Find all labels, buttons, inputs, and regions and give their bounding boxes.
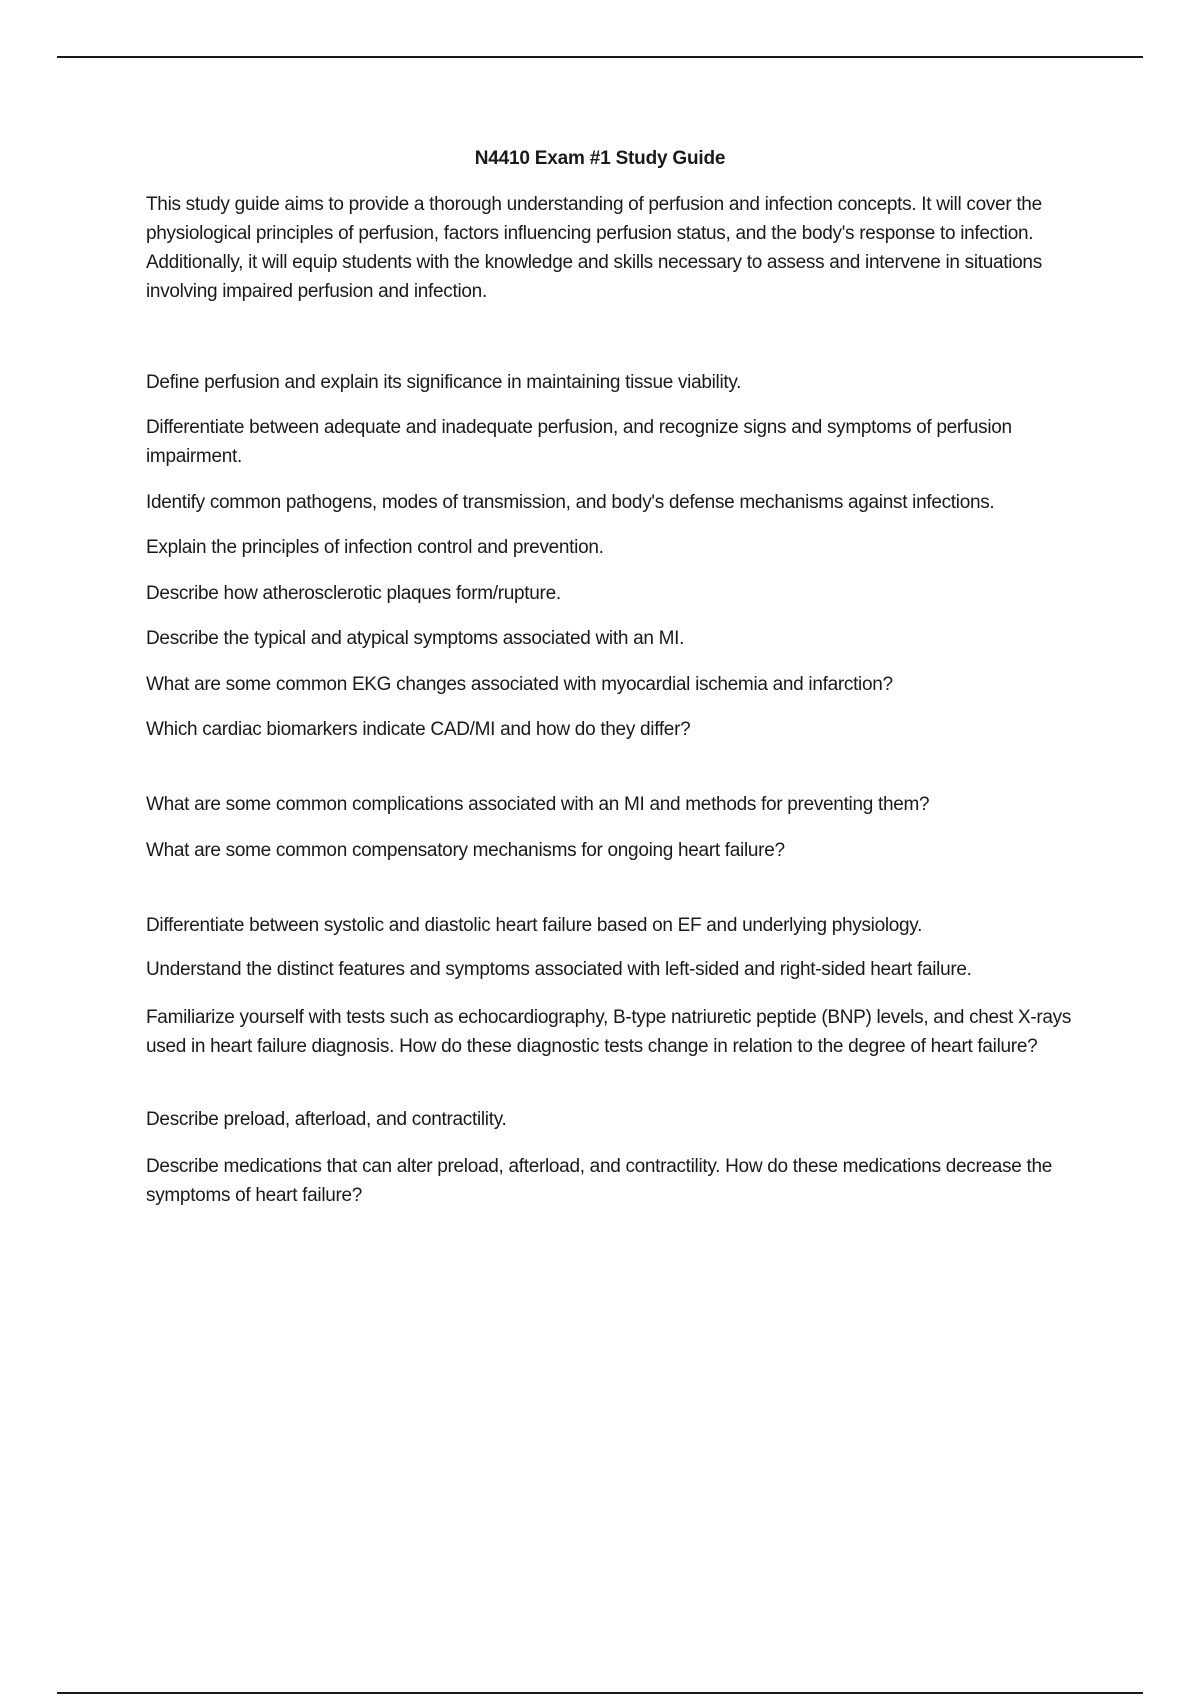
study-item: What are some common EKG changes associated with myocardial ischemia and infarction? [146, 674, 893, 695]
study-item: Differentiate between adequate and inadequate perfusion, and recognize signs and symptoms of perfusion impairment. [146, 417, 1012, 467]
study-item: Define perfusion and explain its significance in maintaining tissue viability. [146, 372, 742, 393]
study-item: Which cardiac biomarkers indicate CAD/MI and how do they differ? [146, 719, 691, 740]
study-item: Explain the principles of infection control and prevention. [146, 537, 604, 558]
study-item: Describe preload, afterload, and contractility. [146, 1109, 507, 1130]
study-item: Describe the typical and atypical symptoms associated with an MI. [146, 628, 685, 649]
study-item: What are some common complications associated with an MI and methods for preventing them? [146, 794, 930, 815]
study-item: Differentiate between systolic and diastolic heart failure based on EF and underlying physiology. [146, 915, 923, 936]
study-item: What are some common compensatory mechanisms for ongoing heart failure? [146, 840, 785, 861]
bottom-rule [57, 1692, 1143, 1694]
study-item: Describe how atherosclerotic plaques form/rupture. [146, 583, 561, 604]
study-item: Describe medications that can alter preload, afterload, and contractility. How do these medications decrease the symptoms of heart failure? [146, 1156, 1053, 1206]
study-item: Understand the distinct features and symptoms associated with left-sided and right-sided heart failure. [146, 959, 972, 980]
document-title: N4410 Exam #1 Study Guide [474, 148, 726, 169]
intro-paragraph: This study guide aims to provide a thorough understanding of perfusion and infection concepts. It will cover the physiological principles of perfusion, factors influencing perfusion status, and the body's response to infection. Additionally, it will equip students with the knowledge and skills necessary to assess and intervene in situations involving impaired perfusion and infection. [146, 194, 1042, 302]
study-item: Identify common pathogens, modes of transmission, and body's defense mechanisms against infections. [146, 492, 995, 513]
study-item: Familiarize yourself with tests such as echocardiography, B-type natriuretic peptide (BNP) levels, and chest X-rays used in heart failure diagnosis. How do these diagnostic tests change in relation to the degree of heart failure? [146, 1007, 1072, 1057]
top-rule [57, 56, 1143, 58]
